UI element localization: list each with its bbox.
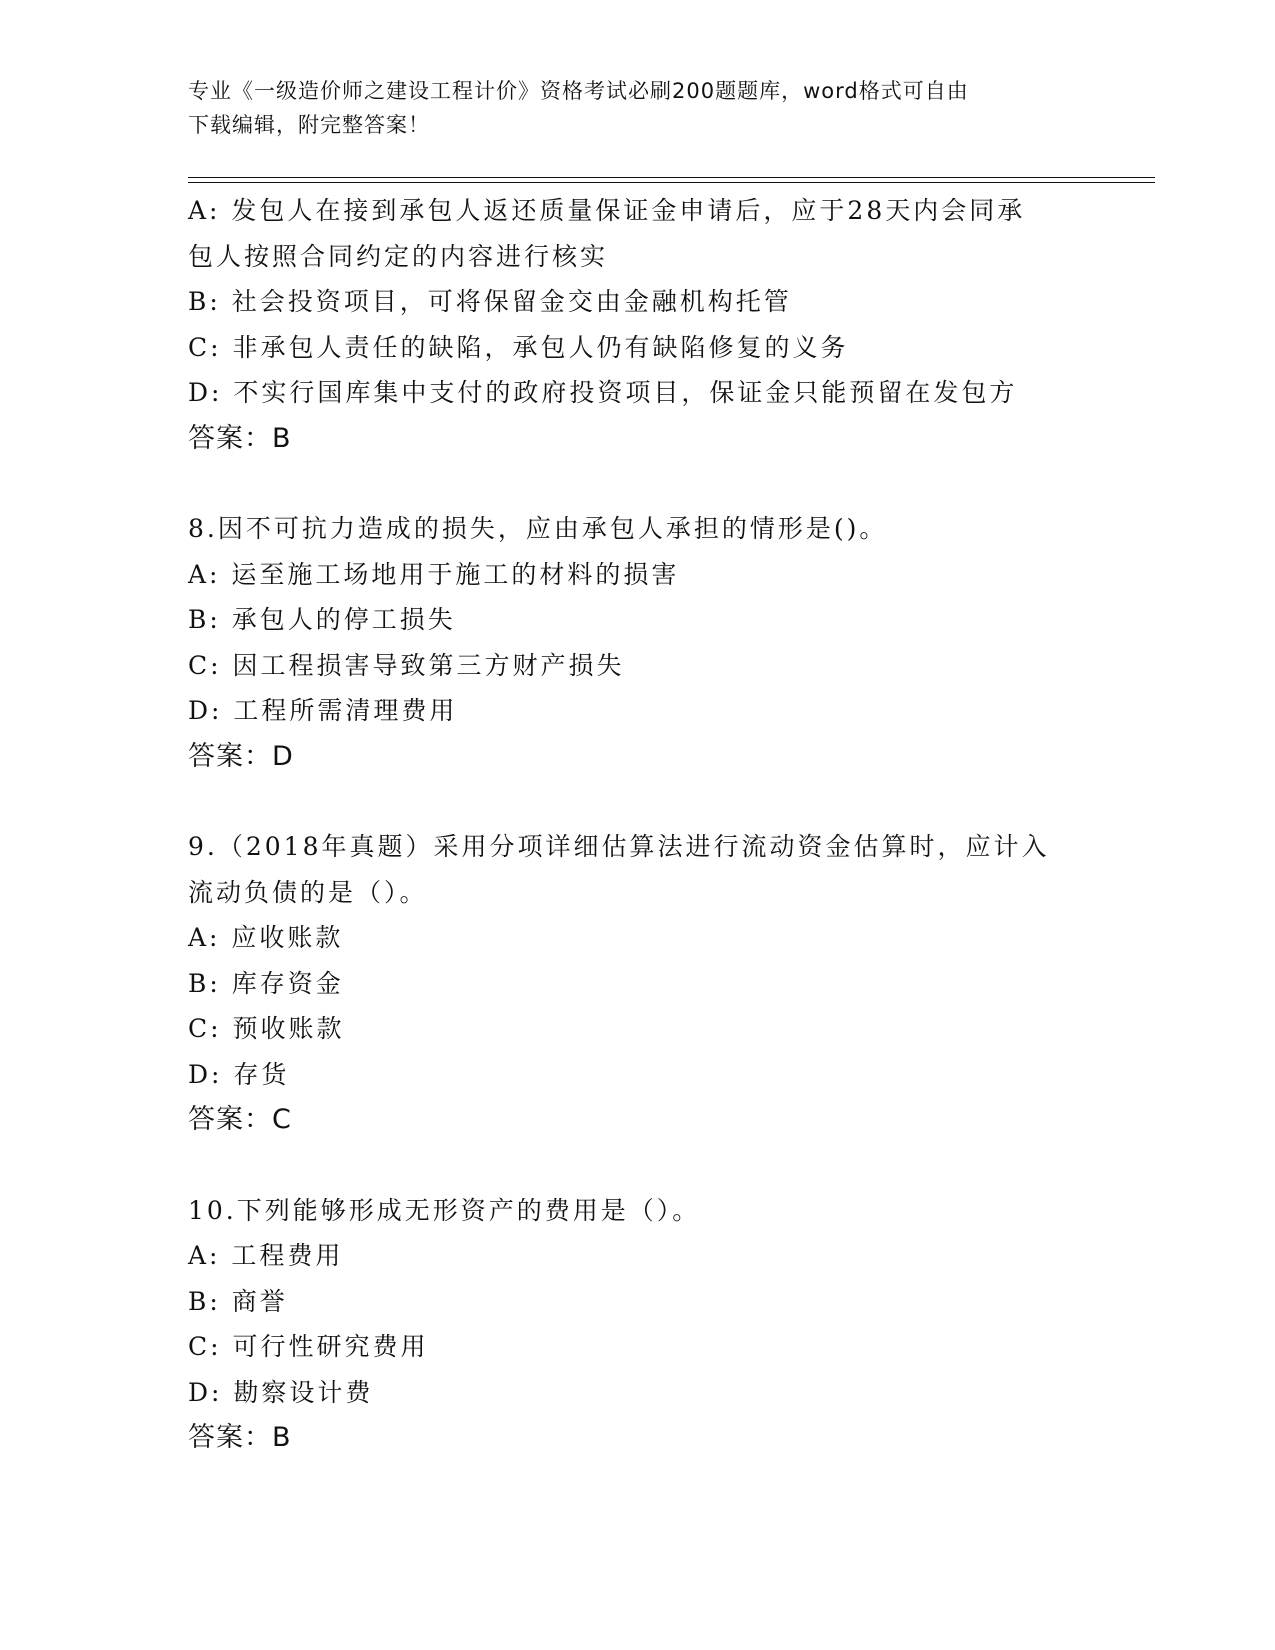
question-8 <box>188 506 1088 779</box>
answer-line: 答案：B <box>188 1422 292 1453</box>
document-body <box>188 188 1088 1461</box>
question-stem: 9.（2018年真题）采用分项详细估算法进行流动资金估算时，应计入 <box>188 832 1050 861</box>
spacer <box>188 461 1088 506</box>
question-10 <box>188 1188 1088 1461</box>
header-line-2: 下载编辑，附完整答案！ <box>188 113 430 137</box>
option-a: A: 工程费用 <box>188 1241 344 1270</box>
answer-line: 答案：B <box>188 422 292 454</box>
header-divider-bottom <box>188 182 1155 183</box>
question-stem: 8.因不可抗力造成的损失，应由承包人承担的情形是()。 <box>188 514 888 543</box>
answer-line: 答案：D <box>188 740 294 772</box>
option-b: B: 商誉 <box>188 1286 288 1316</box>
header-divider-top <box>188 177 1155 178</box>
option-a-continued: 包人按照合同约定的内容进行核实 <box>188 241 609 271</box>
document-header <box>188 74 1088 142</box>
option-d: D: 不实行国库集中支付的政府投资项目，保证金只能预留在发包方 <box>188 378 1018 407</box>
option-d: D: 勘察设计费 <box>188 1377 374 1407</box>
question-9 <box>188 824 1088 1143</box>
option-d: D: 工程所需清理费用 <box>188 696 458 725</box>
option-b: B: 社会投资项目，可将保留金交由金融机构托管 <box>188 287 792 316</box>
answer-line: 答案：C <box>188 1104 292 1135</box>
question-7-continued <box>188 188 1088 461</box>
option-c: C: 因工程损害导致第三方财产损失 <box>188 650 625 680</box>
option-a: A: 应收账款 <box>188 923 344 952</box>
question-stem-continued: 流动负债的是（）。 <box>188 877 428 907</box>
header-line-1: 专业《一级造价师之建设工程计价》资格考试必刷200题题库，word格式可自由 <box>188 79 969 103</box>
spacer <box>188 1143 1088 1188</box>
spacer <box>188 779 1088 824</box>
option-c: C: 预收账款 <box>188 1014 345 1043</box>
option-a: A: 发包人在接到承包人返还质量保证金申请后，应于28天内会同承 <box>188 196 1026 225</box>
option-d: D: 存货 <box>188 1059 290 1089</box>
option-b: B: 承包人的停工损失 <box>188 605 456 634</box>
option-c: C: 非承包人责任的缺陷，承包人仍有缺陷修复的义务 <box>188 332 849 362</box>
option-a: A: 运至施工场地用于施工的材料的损害 <box>188 559 680 589</box>
option-b: B: 库存资金 <box>188 968 344 998</box>
option-c: C: 可行性研究费用 <box>188 1332 429 1361</box>
question-stem: 10.下列能够形成无形资产的费用是（）。 <box>188 1195 701 1225</box>
